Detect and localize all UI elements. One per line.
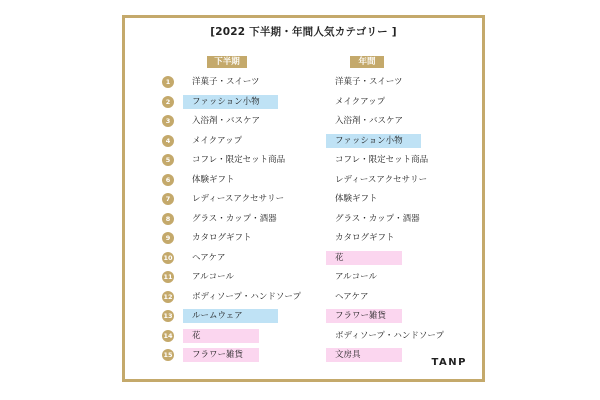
annual-item: フラワー雑貨 <box>326 309 402 323</box>
ranking-row <box>125 327 482 347</box>
ranking-row <box>125 132 482 152</box>
annual-item: メイクアップ <box>335 96 386 107</box>
half-year-item: レディースアクセサリー <box>192 194 285 204</box>
half-year-item: コフレ・限定セット商品 <box>192 155 286 165</box>
ranking-card <box>122 15 485 382</box>
annual-item: 洋菓子・スイーツ <box>335 77 403 87</box>
rank-badge: 3 <box>162 115 174 127</box>
half-year-item: 体験ギフト <box>192 174 235 185</box>
ranking-row <box>125 151 482 171</box>
annual-item: 体験ギフト <box>335 194 378 204</box>
column-header-half: 下半期 <box>207 56 247 68</box>
ranking-row <box>125 210 482 230</box>
ranking-row <box>125 229 482 249</box>
ranking-row <box>125 73 482 93</box>
half-year-item: ヘアケア <box>192 252 226 263</box>
rank-badge: 5 <box>162 154 174 166</box>
half-year-item: 花 <box>183 329 259 343</box>
rank-badge: 9 <box>162 232 174 244</box>
half-year-item: アルコール <box>192 272 234 282</box>
rank-badge: 13 <box>163 312 173 320</box>
rank-badge: 7 <box>162 193 174 205</box>
half-year-item: 洋菓子・スイーツ <box>192 77 260 87</box>
column-header-year: 年間 <box>350 56 384 68</box>
rank-badge: 11 <box>163 273 173 281</box>
half-year-item: ルームウェア <box>183 309 278 323</box>
annual-item: グラス・カップ・酒器 <box>335 213 420 224</box>
annual-item: ヘアケア <box>335 291 369 302</box>
rank-badge: 12 <box>163 292 173 301</box>
annual-item: レディースアクセサリー <box>335 174 428 185</box>
rank-badge: 15 <box>163 351 173 359</box>
half-year-item: ボディソープ・ハンドソープ <box>192 291 301 302</box>
ranking-row <box>125 268 482 288</box>
rank-badge: 8 <box>162 213 174 225</box>
rank-badge: 14 <box>163 331 173 340</box>
half-year-item: 入浴剤・バスケア <box>192 116 261 126</box>
ranking-row <box>125 346 482 366</box>
ranking-row <box>125 112 482 132</box>
annual-item: 花 <box>326 251 402 265</box>
annual-item: ボディソープ・ハンドソープ <box>335 330 444 341</box>
half-year-item: フラワー雑貨 <box>183 348 259 362</box>
brand-logo: TANP <box>431 357 467 368</box>
annual-item: ファッション小物 <box>326 134 421 148</box>
annual-item: 文房具 <box>326 348 402 362</box>
rank-badge: 1 <box>162 76 174 88</box>
annual-item: カタログギフト <box>335 233 395 243</box>
rank-badge: 10 <box>163 253 173 262</box>
page-title: [2022 下半期・年間人気カテゴリー ] <box>210 26 397 38</box>
rank-badge: 4 <box>162 135 174 147</box>
ranking-row <box>125 307 482 327</box>
ranking-row <box>125 288 482 308</box>
rank-badge: 2 <box>162 96 174 108</box>
ranking-row <box>125 249 482 269</box>
annual-item: アルコール <box>335 272 377 282</box>
ranking-row <box>125 93 482 113</box>
half-year-item: カタログギフト <box>192 233 252 243</box>
half-year-item: グラス・カップ・酒器 <box>192 213 277 224</box>
half-year-item: メイクアップ <box>192 135 243 146</box>
ranking-row <box>125 190 482 210</box>
half-year-item: ファッション小物 <box>183 95 278 109</box>
annual-item: コフレ・限定セット商品 <box>335 155 429 165</box>
ranking-row <box>125 171 482 191</box>
rank-badge: 6 <box>162 174 174 186</box>
annual-item: 入浴剤・バスケア <box>335 116 404 126</box>
